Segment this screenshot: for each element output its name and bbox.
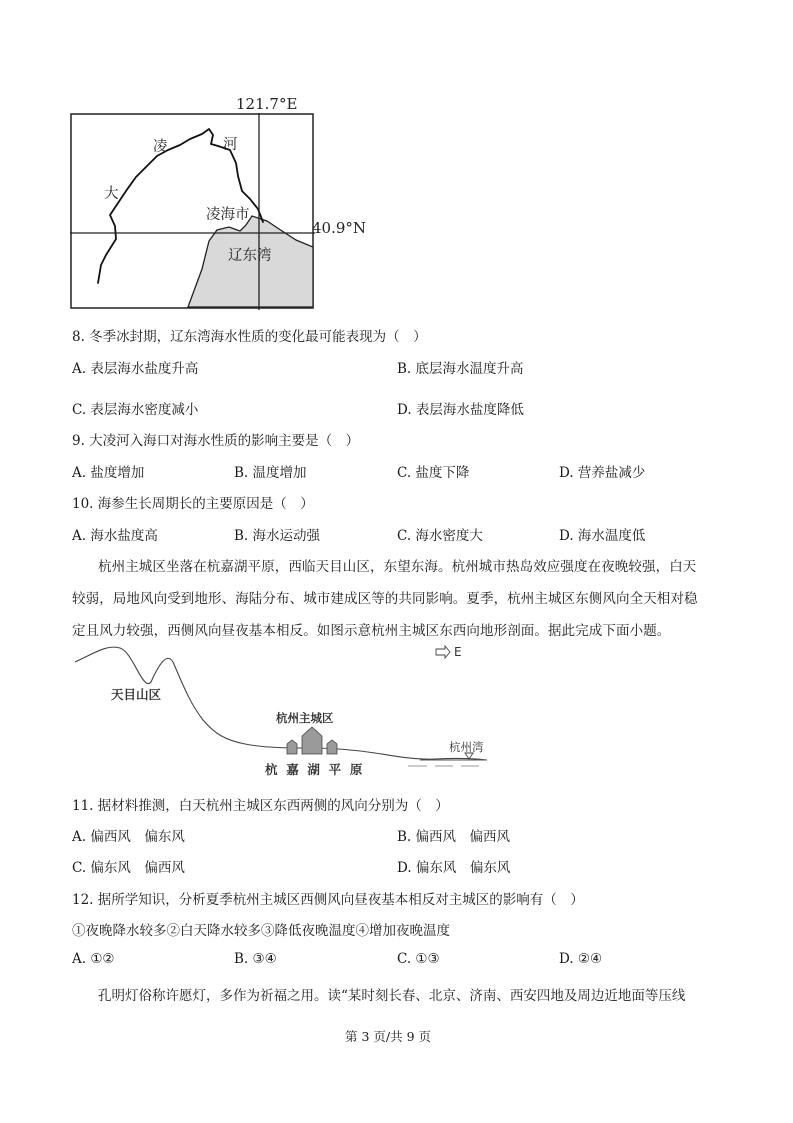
q12-option-b: B. ③④ bbox=[234, 951, 277, 967]
q11-option-b: B. 偏西风 偏西风 bbox=[397, 829, 511, 845]
hangzhou-bay-label: 杭州湾 bbox=[449, 740, 484, 754]
city-label-linghai: 凌海市 bbox=[206, 207, 250, 223]
next-passage-line-1: 孔明灯俗称许愿灯，多作为祈福之用。读“某时刻长春、北京、济南、西安四地及周边近地面等压线 bbox=[98, 988, 686, 1004]
bay-label-liaodong: 辽东湾 bbox=[228, 248, 272, 264]
hangzhou-city-label: 杭州主城区 bbox=[276, 711, 334, 725]
q9-option-d: D. 营养盐减少 bbox=[559, 465, 646, 481]
terrain-profile-line bbox=[75, 647, 487, 760]
river-label-he: 河 bbox=[223, 137, 238, 153]
q8-option-c: C. 表层海水密度减小 bbox=[72, 402, 199, 418]
liaodong-bay-map bbox=[70, 113, 315, 310]
tianmu-mountain-label: 天目山区 bbox=[111, 687, 162, 702]
q11-option-a: A. 偏西风 偏东风 bbox=[72, 829, 185, 845]
passage-line-3: 定且风力较强，西侧风向昼夜基本相反。如图示意杭州主城区东西向地形剖面。据此完成下面小题。 bbox=[72, 623, 671, 639]
q8-option-a: A. 表层海水盐度升高 bbox=[72, 361, 199, 377]
direction-e-label: E bbox=[454, 645, 462, 659]
q9-option-a: A. 盐度增加 bbox=[72, 465, 145, 481]
page-number: 第 3 页/共 9 页 bbox=[345, 1029, 432, 1044]
river-label-da: 大 bbox=[104, 186, 119, 202]
latitude-label: 40.9°N bbox=[312, 219, 367, 237]
question-12-stem: 12. 据所学知识，分析夏季杭州主城区西侧风向昼夜基本相反对主城区的影响有（ ） bbox=[72, 892, 584, 908]
q9-option-c: C. 盐度下降 bbox=[397, 465, 470, 481]
q11-option-c: C. 偏东风 偏西风 bbox=[72, 860, 185, 876]
q10-option-d: D. 海水温度低 bbox=[559, 528, 646, 544]
question-8-stem: 8. 冬季冰封期，辽东湾海水性质的变化最可能表现为（ ） bbox=[72, 329, 427, 345]
river-label-ling: 凌 bbox=[153, 139, 168, 155]
question-10-stem: 10. 海参生长周期长的主要原因是（ ） bbox=[72, 496, 314, 512]
q8-option-d: D. 表层海水盐度降低 bbox=[397, 402, 524, 418]
q12-statements: ①夜晚降水较多②白天降水较多③降低夜晚温度④增加夜晚温度 bbox=[72, 923, 450, 939]
q8-option-b: B. 底层海水温度升高 bbox=[397, 361, 524, 377]
q11-option-d: D. 偏东风 偏东风 bbox=[397, 860, 511, 876]
city-buildings bbox=[287, 727, 337, 754]
passage-line-2: 较弱，局地风向受到地形、海陆分布、城市建成区等的共同影响。夏季，杭州主城区东侧风向全天相对稳 bbox=[72, 591, 698, 607]
east-arrow-icon bbox=[436, 646, 450, 658]
q9-option-b: B. 温度增加 bbox=[234, 465, 307, 481]
longitude-label: 121.7°E bbox=[236, 95, 298, 113]
passage-line-1: 杭州主城区坐落在杭嘉湖平原，西临天目山区，东望东海。杭州城市热岛效应强度在夜晚较强，白天 bbox=[98, 559, 697, 575]
question-9-stem: 9. 大凌河入海口对海水性质的影响主要是（ ） bbox=[72, 433, 360, 449]
q12-option-d: D. ②④ bbox=[559, 951, 603, 967]
q10-option-a: A. 海水盐度高 bbox=[72, 528, 158, 544]
q12-option-c: C. ①③ bbox=[397, 951, 440, 967]
q12-option-a: A. ①② bbox=[72, 951, 115, 967]
hangjiahu-plain-label: 杭 嘉 湖 平 原 bbox=[265, 762, 363, 777]
question-11-stem: 11. 据材料推测，白天杭州主城区东西两侧的风向分别为（ ） bbox=[72, 798, 449, 814]
q10-option-b: B. 海水运动强 bbox=[234, 528, 321, 544]
q10-option-c: C. 海水密度大 bbox=[397, 528, 483, 544]
